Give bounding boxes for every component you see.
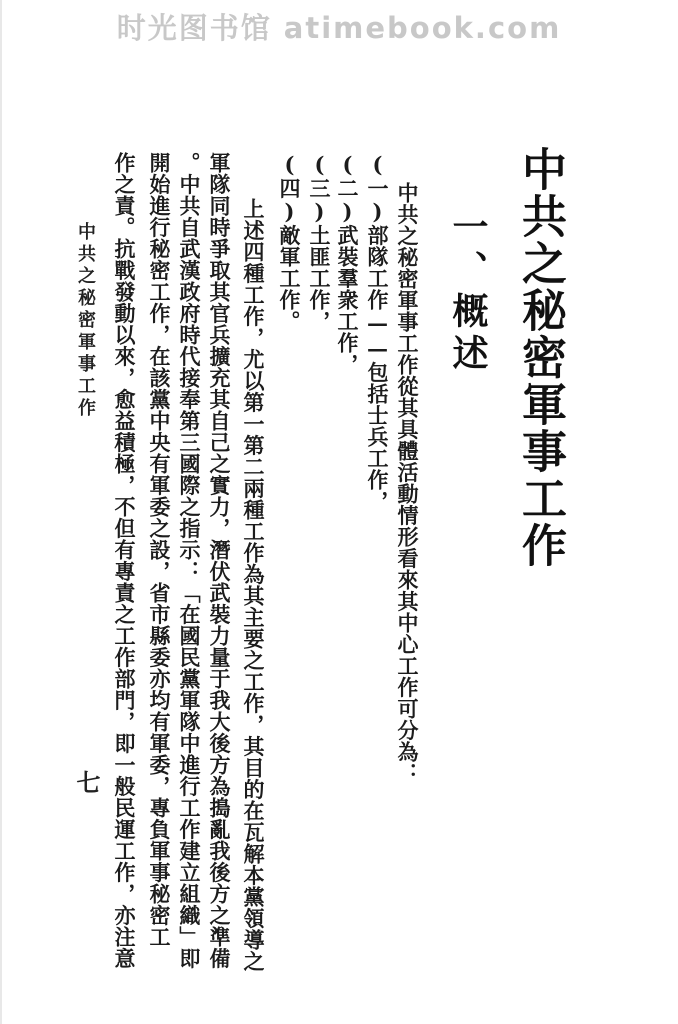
body-column: 。中共自武漢政府時代接奉第三國際之指示：「在國民黨軍隊中進行工作建立組織」即 (177, 152, 202, 969)
body-column: 中共之秘密軍事工作從其具體活動情形看來其中心工作可分為： (395, 182, 420, 784)
body-column: 開始進行秘密工作，在該黨中央有軍委之設，省市縣委亦均有軍委，專負軍事秘密工 (147, 152, 172, 948)
body-column: (二)武裝羣衆工作， (335, 152, 360, 375)
body-column: 作之責。抗戰發動以來，愈益積極，不但有專責之工作部門，即一般民運工作，亦注意 (112, 152, 137, 969)
page-number: 七 (72, 770, 101, 794)
watermark: 时光图书馆 atimebook.com (116, 11, 562, 45)
page-edge (0, 0, 2, 1024)
body-column: (四)敵軍工作。 (277, 152, 302, 332)
section-heading: 一、概述 (447, 208, 489, 376)
body-column: 軍隊同時爭取其官兵擴充其自己之實力，潛伏武裝力量于我大後方為搗亂我後方之準備 (207, 152, 232, 969)
body-column: 上述四種工作，尤以第一第二兩種工作為其主要之工作，其目的在瓦解本黨領導之 (241, 198, 266, 972)
running-head: 中共之秘密軍事工作 (75, 222, 96, 420)
page-title: 中共之秘密軍事工作 (514, 146, 567, 569)
body-column: (一)部隊工作——包括士兵工作， (365, 152, 390, 512)
body-column: (三)土匪工作， (307, 152, 332, 332)
